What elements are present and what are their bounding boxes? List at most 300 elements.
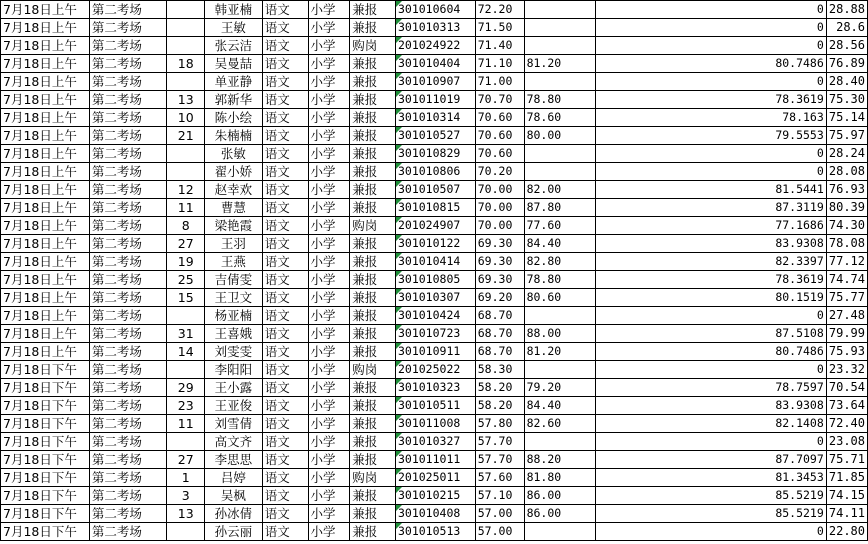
candidate-name-cell[interactable]: 张敏 [205, 145, 263, 163]
seat-number-cell[interactable]: 18 [167, 55, 205, 73]
subject-cell[interactable]: 语文 [262, 19, 308, 37]
subject-cell[interactable]: 语文 [262, 1, 308, 19]
written-score-cell[interactable]: 70.20 [475, 163, 524, 181]
candidate-name-cell[interactable]: 王燕 [205, 253, 263, 271]
application-type-cell[interactable]: 兼报 [350, 343, 396, 361]
application-type-cell[interactable]: 兼报 [350, 1, 396, 19]
seat-number-cell[interactable]: 14 [167, 343, 205, 361]
candidate-name-cell[interactable]: 王羽 [205, 235, 263, 253]
subject-cell[interactable]: 语文 [262, 433, 308, 451]
written-score-cell[interactable]: 70.60 [475, 145, 524, 163]
candidate-id-cell[interactable]: 301010511 [395, 397, 475, 415]
exam-date-cell[interactable]: 7月18日上午 [1, 55, 90, 73]
total-score-cell[interactable]: 23.08 [826, 433, 867, 451]
candidate-name-cell[interactable]: 曹慧 [205, 199, 263, 217]
exam-room-cell[interactable]: 第二考场 [89, 307, 167, 325]
application-type-cell[interactable]: 购岗 [350, 469, 396, 487]
exam-room-cell[interactable]: 第二考场 [89, 235, 167, 253]
exam-room-cell[interactable]: 第二考场 [89, 379, 167, 397]
total-score-cell[interactable]: 28.6 [826, 19, 867, 37]
exam-date-cell[interactable]: 7月18日上午 [1, 127, 90, 145]
written-score-cell[interactable]: 70.00 [475, 199, 524, 217]
school-level-cell[interactable]: 小学 [308, 523, 350, 541]
school-level-cell[interactable]: 小学 [308, 145, 350, 163]
school-level-cell[interactable]: 小学 [308, 271, 350, 289]
candidate-id-cell[interactable]: 301010414 [395, 253, 475, 271]
seat-number-cell[interactable] [167, 523, 205, 541]
exam-room-cell[interactable]: 第二考场 [89, 73, 167, 91]
written-score-cell[interactable]: 71.50 [475, 19, 524, 37]
candidate-id-cell[interactable]: 301010327 [395, 433, 475, 451]
total-score-cell[interactable]: 23.32 [826, 361, 867, 379]
exam-room-cell[interactable]: 第二考场 [89, 451, 167, 469]
interview-adjusted-score-cell[interactable]: 87.5108 [596, 325, 827, 343]
seat-number-cell[interactable] [167, 73, 205, 91]
interview-adjusted-score-cell[interactable]: 0 [596, 145, 827, 163]
interview-adjusted-score-cell[interactable]: 0 [596, 361, 827, 379]
exam-date-cell[interactable]: 7月18日上午 [1, 37, 90, 55]
total-score-cell[interactable]: 78.08 [826, 235, 867, 253]
application-type-cell[interactable]: 兼报 [350, 235, 396, 253]
seat-number-cell[interactable] [167, 307, 205, 325]
exam-room-cell[interactable]: 第二考场 [89, 253, 167, 271]
written-score-cell[interactable]: 68.70 [475, 343, 524, 361]
interview-adjusted-score-cell[interactable]: 85.5219 [596, 505, 827, 523]
exam-room-cell[interactable]: 第二考场 [89, 1, 167, 19]
total-score-cell[interactable]: 27.48 [826, 307, 867, 325]
total-score-cell[interactable]: 77.12 [826, 253, 867, 271]
interview-adjusted-score-cell[interactable]: 0 [596, 523, 827, 541]
interview-adjusted-score-cell[interactable]: 80.1519 [596, 289, 827, 307]
school-level-cell[interactable]: 小学 [308, 109, 350, 127]
interview-raw-score-cell[interactable]: 81.20 [524, 55, 595, 73]
interview-raw-score-cell[interactable] [524, 145, 595, 163]
seat-number-cell[interactable]: 27 [167, 451, 205, 469]
interview-adjusted-score-cell[interactable]: 0 [596, 307, 827, 325]
candidate-name-cell[interactable]: 王喜娥 [205, 325, 263, 343]
candidate-id-cell[interactable]: 301010815 [395, 199, 475, 217]
application-type-cell[interactable]: 兼报 [350, 289, 396, 307]
exam-room-cell[interactable]: 第二考场 [89, 415, 167, 433]
school-level-cell[interactable]: 小学 [308, 73, 350, 91]
total-score-cell[interactable]: 74.74 [826, 271, 867, 289]
candidate-id-cell[interactable]: 301010215 [395, 487, 475, 505]
candidate-id-cell[interactable]: 301010907 [395, 73, 475, 91]
application-type-cell[interactable]: 购岗 [350, 361, 396, 379]
exam-date-cell[interactable]: 7月18日下午 [1, 505, 90, 523]
total-score-cell[interactable]: 79.99 [826, 325, 867, 343]
application-type-cell[interactable]: 兼报 [350, 19, 396, 37]
seat-number-cell[interactable] [167, 163, 205, 181]
candidate-name-cell[interactable]: 高文齐 [205, 433, 263, 451]
written-score-cell[interactable]: 57.80 [475, 415, 524, 433]
school-level-cell[interactable]: 小学 [308, 91, 350, 109]
subject-cell[interactable]: 语文 [262, 163, 308, 181]
candidate-id-cell[interactable]: 301010507 [395, 181, 475, 199]
school-level-cell[interactable]: 小学 [308, 451, 350, 469]
interview-raw-score-cell[interactable]: 78.80 [524, 91, 595, 109]
school-level-cell[interactable]: 小学 [308, 253, 350, 271]
candidate-name-cell[interactable]: 韩亚楠 [205, 1, 263, 19]
interview-raw-score-cell[interactable]: 88.00 [524, 325, 595, 343]
exam-date-cell[interactable]: 7月18日上午 [1, 91, 90, 109]
application-type-cell[interactable]: 兼报 [350, 433, 396, 451]
candidate-name-cell[interactable]: 刘雯雯 [205, 343, 263, 361]
seat-number-cell[interactable]: 31 [167, 325, 205, 343]
interview-adjusted-score-cell[interactable]: 77.1686 [596, 217, 827, 235]
total-score-cell[interactable]: 75.93 [826, 343, 867, 361]
written-score-cell[interactable]: 70.60 [475, 127, 524, 145]
school-level-cell[interactable]: 小学 [308, 37, 350, 55]
exam-date-cell[interactable]: 7月18日下午 [1, 451, 90, 469]
application-type-cell[interactable]: 购岗 [350, 37, 396, 55]
total-score-cell[interactable]: 75.14 [826, 109, 867, 127]
written-score-cell[interactable]: 72.20 [475, 1, 524, 19]
candidate-id-cell[interactable]: 301010404 [395, 55, 475, 73]
exam-room-cell[interactable]: 第二考场 [89, 55, 167, 73]
application-type-cell[interactable]: 购岗 [350, 217, 396, 235]
application-type-cell[interactable]: 兼报 [350, 163, 396, 181]
seat-number-cell[interactable]: 13 [167, 505, 205, 523]
exam-date-cell[interactable]: 7月18日上午 [1, 325, 90, 343]
exam-room-cell[interactable]: 第二考场 [89, 217, 167, 235]
interview-adjusted-score-cell[interactable]: 83.9308 [596, 397, 827, 415]
interview-raw-score-cell[interactable]: 82.00 [524, 181, 595, 199]
exam-date-cell[interactable]: 7月18日上午 [1, 253, 90, 271]
interview-adjusted-score-cell[interactable]: 87.7097 [596, 451, 827, 469]
candidate-name-cell[interactable]: 赵幸欢 [205, 181, 263, 199]
interview-raw-score-cell[interactable] [524, 523, 595, 541]
subject-cell[interactable]: 语文 [262, 289, 308, 307]
candidate-id-cell[interactable]: 301010723 [395, 325, 475, 343]
written-score-cell[interactable]: 69.30 [475, 253, 524, 271]
interview-adjusted-score-cell[interactable]: 0 [596, 433, 827, 451]
total-score-cell[interactable]: 75.30 [826, 91, 867, 109]
exam-date-cell[interactable]: 7月18日上午 [1, 235, 90, 253]
written-score-cell[interactable]: 71.00 [475, 73, 524, 91]
interview-raw-score-cell[interactable]: 86.00 [524, 487, 595, 505]
interview-adjusted-score-cell[interactable]: 81.5441 [596, 181, 827, 199]
subject-cell[interactable]: 语文 [262, 469, 308, 487]
candidate-name-cell[interactable]: 郭新华 [205, 91, 263, 109]
total-score-cell[interactable]: 70.54 [826, 379, 867, 397]
application-type-cell[interactable]: 兼报 [350, 307, 396, 325]
application-type-cell[interactable]: 兼报 [350, 73, 396, 91]
exam-date-cell[interactable]: 7月18日上午 [1, 19, 90, 37]
exam-room-cell[interactable]: 第二考场 [89, 397, 167, 415]
seat-number-cell[interactable]: 21 [167, 127, 205, 145]
subject-cell[interactable]: 语文 [262, 307, 308, 325]
exam-date-cell[interactable]: 7月18日下午 [1, 469, 90, 487]
school-level-cell[interactable]: 小学 [308, 379, 350, 397]
candidate-id-cell[interactable]: 301010604 [395, 1, 475, 19]
written-score-cell[interactable]: 57.00 [475, 523, 524, 541]
subject-cell[interactable]: 语文 [262, 325, 308, 343]
total-score-cell[interactable]: 80.39 [826, 199, 867, 217]
subject-cell[interactable]: 语文 [262, 217, 308, 235]
candidate-id-cell[interactable]: 201025022 [395, 361, 475, 379]
candidate-name-cell[interactable]: 朱楠楠 [205, 127, 263, 145]
school-level-cell[interactable]: 小学 [308, 19, 350, 37]
exam-room-cell[interactable]: 第二考场 [89, 289, 167, 307]
written-score-cell[interactable]: 57.70 [475, 433, 524, 451]
exam-room-cell[interactable]: 第二考场 [89, 343, 167, 361]
total-score-cell[interactable]: 22.80 [826, 523, 867, 541]
school-level-cell[interactable]: 小学 [308, 469, 350, 487]
exam-date-cell[interactable]: 7月18日上午 [1, 343, 90, 361]
application-type-cell[interactable]: 兼报 [350, 127, 396, 145]
interview-adjusted-score-cell[interactable]: 79.5553 [596, 127, 827, 145]
candidate-id-cell[interactable]: 201024922 [395, 37, 475, 55]
written-score-cell[interactable]: 70.70 [475, 91, 524, 109]
interview-raw-score-cell[interactable]: 88.20 [524, 451, 595, 469]
application-type-cell[interactable]: 兼报 [350, 91, 396, 109]
exam-date-cell[interactable]: 7月18日上午 [1, 289, 90, 307]
interview-raw-score-cell[interactable] [524, 37, 595, 55]
total-score-cell[interactable]: 72.40 [826, 415, 867, 433]
written-score-cell[interactable]: 68.70 [475, 325, 524, 343]
written-score-cell[interactable]: 69.30 [475, 271, 524, 289]
written-score-cell[interactable]: 69.30 [475, 235, 524, 253]
interview-adjusted-score-cell[interactable]: 78.163 [596, 109, 827, 127]
school-level-cell[interactable]: 小学 [308, 199, 350, 217]
seat-number-cell[interactable]: 8 [167, 217, 205, 235]
exam-date-cell[interactable]: 7月18日下午 [1, 523, 90, 541]
candidate-id-cell[interactable]: 301010307 [395, 289, 475, 307]
written-score-cell[interactable]: 57.60 [475, 469, 524, 487]
exam-date-cell[interactable]: 7月18日上午 [1, 145, 90, 163]
seat-number-cell[interactable]: 11 [167, 415, 205, 433]
seat-number-cell[interactable] [167, 1, 205, 19]
interview-adjusted-score-cell[interactable]: 87.3119 [596, 199, 827, 217]
seat-number-cell[interactable]: 19 [167, 253, 205, 271]
written-score-cell[interactable]: 58.20 [475, 397, 524, 415]
written-score-cell[interactable]: 71.10 [475, 55, 524, 73]
application-type-cell[interactable]: 兼报 [350, 523, 396, 541]
interview-adjusted-score-cell[interactable]: 0 [596, 19, 827, 37]
exam-room-cell[interactable]: 第二考场 [89, 109, 167, 127]
subject-cell[interactable]: 语文 [262, 451, 308, 469]
exam-room-cell[interactable]: 第二考场 [89, 325, 167, 343]
seat-number-cell[interactable]: 25 [167, 271, 205, 289]
school-level-cell[interactable]: 小学 [308, 415, 350, 433]
candidate-name-cell[interactable]: 李思思 [205, 451, 263, 469]
application-type-cell[interactable]: 兼报 [350, 145, 396, 163]
subject-cell[interactable]: 语文 [262, 199, 308, 217]
subject-cell[interactable]: 语文 [262, 145, 308, 163]
candidate-name-cell[interactable]: 王卫文 [205, 289, 263, 307]
subject-cell[interactable]: 语文 [262, 73, 308, 91]
school-level-cell[interactable]: 小学 [308, 235, 350, 253]
school-level-cell[interactable]: 小学 [308, 1, 350, 19]
school-level-cell[interactable]: 小学 [308, 487, 350, 505]
seat-number-cell[interactable]: 11 [167, 199, 205, 217]
interview-adjusted-score-cell[interactable]: 0 [596, 37, 827, 55]
exam-date-cell[interactable]: 7月18日下午 [1, 433, 90, 451]
candidate-id-cell[interactable]: 301010911 [395, 343, 475, 361]
candidate-id-cell[interactable]: 201024907 [395, 217, 475, 235]
total-score-cell[interactable]: 28.88 [826, 1, 867, 19]
written-score-cell[interactable]: 58.20 [475, 379, 524, 397]
written-score-cell[interactable]: 57.00 [475, 505, 524, 523]
interview-raw-score-cell[interactable] [524, 73, 595, 91]
interview-adjusted-score-cell[interactable]: 82.3397 [596, 253, 827, 271]
candidate-name-cell[interactable]: 王敏 [205, 19, 263, 37]
total-score-cell[interactable]: 28.40 [826, 73, 867, 91]
candidate-name-cell[interactable]: 吉倩雯 [205, 271, 263, 289]
seat-number-cell[interactable] [167, 361, 205, 379]
interview-raw-score-cell[interactable]: 80.00 [524, 127, 595, 145]
application-type-cell[interactable]: 兼报 [350, 55, 396, 73]
school-level-cell[interactable]: 小学 [308, 505, 350, 523]
candidate-name-cell[interactable]: 王小露 [205, 379, 263, 397]
interview-adjusted-score-cell[interactable]: 81.3453 [596, 469, 827, 487]
interview-raw-score-cell[interactable]: 78.80 [524, 271, 595, 289]
seat-number-cell[interactable] [167, 19, 205, 37]
candidate-name-cell[interactable]: 刘雪倩 [205, 415, 263, 433]
candidate-id-cell[interactable]: 301010313 [395, 19, 475, 37]
school-level-cell[interactable]: 小学 [308, 397, 350, 415]
seat-number-cell[interactable] [167, 145, 205, 163]
application-type-cell[interactable]: 兼报 [350, 271, 396, 289]
interview-raw-score-cell[interactable] [524, 433, 595, 451]
subject-cell[interactable]: 语文 [262, 361, 308, 379]
exam-room-cell[interactable]: 第二考场 [89, 199, 167, 217]
exam-room-cell[interactable]: 第二考场 [89, 145, 167, 163]
interview-raw-score-cell[interactable]: 87.80 [524, 199, 595, 217]
exam-date-cell[interactable]: 7月18日下午 [1, 415, 90, 433]
interview-raw-score-cell[interactable]: 81.20 [524, 343, 595, 361]
interview-raw-score-cell[interactable] [524, 361, 595, 379]
total-score-cell[interactable]: 28.56 [826, 37, 867, 55]
school-level-cell[interactable]: 小学 [308, 343, 350, 361]
written-score-cell[interactable]: 68.70 [475, 307, 524, 325]
exam-room-cell[interactable]: 第二考场 [89, 91, 167, 109]
exam-date-cell[interactable]: 7月18日上午 [1, 217, 90, 235]
application-type-cell[interactable]: 兼报 [350, 487, 396, 505]
school-level-cell[interactable]: 小学 [308, 127, 350, 145]
seat-number-cell[interactable] [167, 37, 205, 55]
exam-room-cell[interactable]: 第二考场 [89, 487, 167, 505]
application-type-cell[interactable]: 兼报 [350, 199, 396, 217]
school-level-cell[interactable]: 小学 [308, 307, 350, 325]
subject-cell[interactable]: 语文 [262, 397, 308, 415]
seat-number-cell[interactable]: 13 [167, 91, 205, 109]
interview-raw-score-cell[interactable]: 82.80 [524, 253, 595, 271]
candidate-name-cell[interactable]: 翟小娇 [205, 163, 263, 181]
school-level-cell[interactable]: 小学 [308, 181, 350, 199]
total-score-cell[interactable]: 76.89 [826, 55, 867, 73]
exam-date-cell[interactable]: 7月18日下午 [1, 487, 90, 505]
total-score-cell[interactable]: 73.64 [826, 397, 867, 415]
application-type-cell[interactable]: 兼报 [350, 181, 396, 199]
exam-date-cell[interactable]: 7月18日上午 [1, 271, 90, 289]
subject-cell[interactable]: 语文 [262, 523, 308, 541]
total-score-cell[interactable]: 75.77 [826, 289, 867, 307]
exam-room-cell[interactable]: 第二考场 [89, 523, 167, 541]
candidate-name-cell[interactable]: 陈小绘 [205, 109, 263, 127]
interview-adjusted-score-cell[interactable]: 80.7486 [596, 343, 827, 361]
exam-room-cell[interactable]: 第二考场 [89, 163, 167, 181]
exam-date-cell[interactable]: 7月18日上午 [1, 109, 90, 127]
subject-cell[interactable]: 语文 [262, 127, 308, 145]
interview-adjusted-score-cell[interactable]: 0 [596, 1, 827, 19]
seat-number-cell[interactable]: 27 [167, 235, 205, 253]
candidate-name-cell[interactable]: 张云洁 [205, 37, 263, 55]
candidate-id-cell[interactable]: 201025011 [395, 469, 475, 487]
seat-number-cell[interactable]: 12 [167, 181, 205, 199]
school-level-cell[interactable]: 小学 [308, 217, 350, 235]
interview-adjusted-score-cell[interactable]: 0 [596, 163, 827, 181]
candidate-name-cell[interactable]: 单亚静 [205, 73, 263, 91]
exam-date-cell[interactable]: 7月18日上午 [1, 199, 90, 217]
interview-raw-score-cell[interactable]: 81.80 [524, 469, 595, 487]
exam-room-cell[interactable]: 第二考场 [89, 127, 167, 145]
candidate-name-cell[interactable]: 梁艳霞 [205, 217, 263, 235]
application-type-cell[interactable]: 兼报 [350, 505, 396, 523]
written-score-cell[interactable]: 70.00 [475, 217, 524, 235]
exam-room-cell[interactable]: 第二考场 [89, 361, 167, 379]
exam-date-cell[interactable]: 7月18日下午 [1, 361, 90, 379]
application-type-cell[interactable]: 兼报 [350, 379, 396, 397]
interview-adjusted-score-cell[interactable]: 78.3619 [596, 91, 827, 109]
total-score-cell[interactable]: 76.93 [826, 181, 867, 199]
interview-raw-score-cell[interactable] [524, 19, 595, 37]
seat-number-cell[interactable]: 10 [167, 109, 205, 127]
seat-number-cell[interactable]: 23 [167, 397, 205, 415]
candidate-name-cell[interactable]: 吴曼喆 [205, 55, 263, 73]
candidate-name-cell[interactable]: 吕婷 [205, 469, 263, 487]
exam-room-cell[interactable]: 第二考场 [89, 181, 167, 199]
candidate-id-cell[interactable]: 301010323 [395, 379, 475, 397]
interview-raw-score-cell[interactable]: 84.40 [524, 397, 595, 415]
application-type-cell[interactable]: 兼报 [350, 109, 396, 127]
written-score-cell[interactable]: 57.10 [475, 487, 524, 505]
exam-date-cell[interactable]: 7月18日上午 [1, 1, 90, 19]
subject-cell[interactable]: 语文 [262, 271, 308, 289]
subject-cell[interactable]: 语文 [262, 181, 308, 199]
application-type-cell[interactable]: 兼报 [350, 325, 396, 343]
application-type-cell[interactable]: 兼报 [350, 415, 396, 433]
candidate-id-cell[interactable]: 301010513 [395, 523, 475, 541]
exam-date-cell[interactable]: 7月18日下午 [1, 397, 90, 415]
total-score-cell[interactable]: 28.08 [826, 163, 867, 181]
written-score-cell[interactable]: 70.60 [475, 109, 524, 127]
candidate-id-cell[interactable]: 301010806 [395, 163, 475, 181]
school-level-cell[interactable]: 小学 [308, 361, 350, 379]
candidate-id-cell[interactable]: 301010408 [395, 505, 475, 523]
subject-cell[interactable]: 语文 [262, 235, 308, 253]
exam-date-cell[interactable]: 7月18日上午 [1, 73, 90, 91]
candidate-name-cell[interactable]: 孙冰倩 [205, 505, 263, 523]
total-score-cell[interactable]: 75.71 [826, 451, 867, 469]
candidate-name-cell[interactable]: 杨亚楠 [205, 307, 263, 325]
exam-room-cell[interactable]: 第二考场 [89, 37, 167, 55]
written-score-cell[interactable]: 69.20 [475, 289, 524, 307]
written-score-cell[interactable]: 57.70 [475, 451, 524, 469]
interview-raw-score-cell[interactable] [524, 1, 595, 19]
subject-cell[interactable]: 语文 [262, 109, 308, 127]
candidate-name-cell[interactable]: 孙云丽 [205, 523, 263, 541]
interview-raw-score-cell[interactable]: 86.00 [524, 505, 595, 523]
candidate-id-cell[interactable]: 301010314 [395, 109, 475, 127]
exam-date-cell[interactable]: 7月18日下午 [1, 379, 90, 397]
school-level-cell[interactable]: 小学 [308, 325, 350, 343]
seat-number-cell[interactable]: 29 [167, 379, 205, 397]
interview-raw-score-cell[interactable]: 84.40 [524, 235, 595, 253]
interview-raw-score-cell[interactable] [524, 307, 595, 325]
candidate-id-cell[interactable]: 301010527 [395, 127, 475, 145]
